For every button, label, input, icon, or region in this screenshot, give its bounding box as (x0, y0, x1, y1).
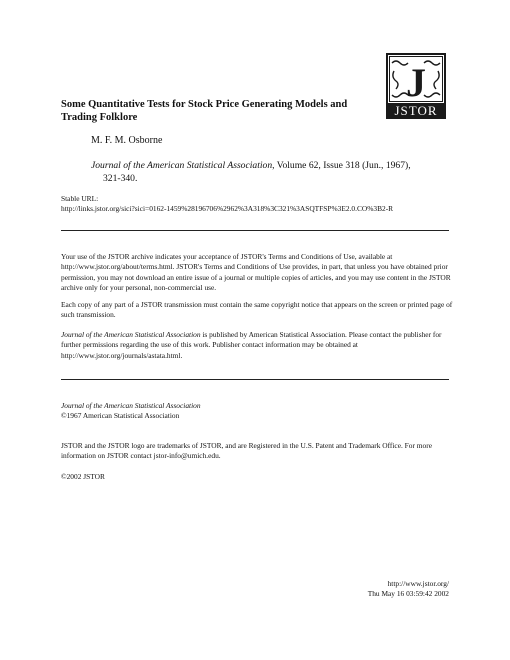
citation-journal: Journal of the American Statistical Association (91, 160, 273, 171)
stable-url-link[interactable]: http://links.jstor.org/sici?sici=0162-1459%28196706%2962%3A318%3C321%3ASQTFSP%3E2.0.CO%3B2-R (61, 204, 394, 213)
citation (91, 159, 471, 185)
terms-paragraph-1: Your use of the JSTOR archive indicates your acceptance of JSTOR's Terms and Conditions of Use, available at http://www.jstor.org/about/terms.html. JSTOR's Terms and Conditions of Use provides, in part, that unless you have obtained prior permission, you may not download an entire issue of a journal or multiple copies of articles, and you may use content in the JSTOR archive only for your personal, non-commercial use. (61, 252, 451, 293)
stamp-url[interactable]: http://www.jstor.org/ (387, 579, 449, 588)
jstor-logo (386, 53, 446, 119)
footer-trademark: JSTOR and the JSTOR logo are trademarks of JSTOR, and are Registered in the U.S. Patent and Trademark Office. For more information on JSTOR contact jstor-info@umich.edu. (61, 441, 432, 461)
footer-journal: Journal of the American Statistical Association (61, 401, 201, 410)
terms-journal: Journal of the American Statistical Association (61, 330, 201, 339)
svg-text:J: J (406, 60, 426, 105)
article-title: Some Quantitative Tests for Stock Price Generating Models and Trading Folklore (61, 99, 348, 123)
divider-top (61, 230, 449, 231)
logo-text: JSTOR (394, 103, 438, 118)
stable-url (61, 194, 481, 214)
terms-paragraph-2: Each copy of any part of a JSTOR transmission must contain the same copyright notice that appears on the screen or printed page of such transmission. (61, 300, 453, 320)
footer-jstor-copyright: ©2002 JSTOR (61, 472, 105, 481)
citation-pages: 321-340. (103, 173, 138, 184)
article-author: M. F. M. Osborne (91, 135, 163, 146)
stable-url-label: Stable URL: (61, 194, 99, 203)
stamp-date: Thu May 16 03:59:42 2002 (367, 589, 449, 599)
terms-paragraph-3 (61, 330, 453, 361)
download-stamp (368, 579, 449, 600)
citation-details: , Volume 62, Issue 318 (Jun., 1967), (272, 160, 411, 171)
footer-journal-block (61, 401, 201, 422)
footer-copyright: ©1967 American Statistical Association (61, 411, 180, 421)
divider-bottom (61, 379, 449, 380)
terms-publisher-info: is published by American Statistical Association. Please contact the publisher for further permissions regarding the use of this work. Publisher contact information may be obtained at http://www.jstor.org/journals/astata.html. (61, 330, 442, 360)
